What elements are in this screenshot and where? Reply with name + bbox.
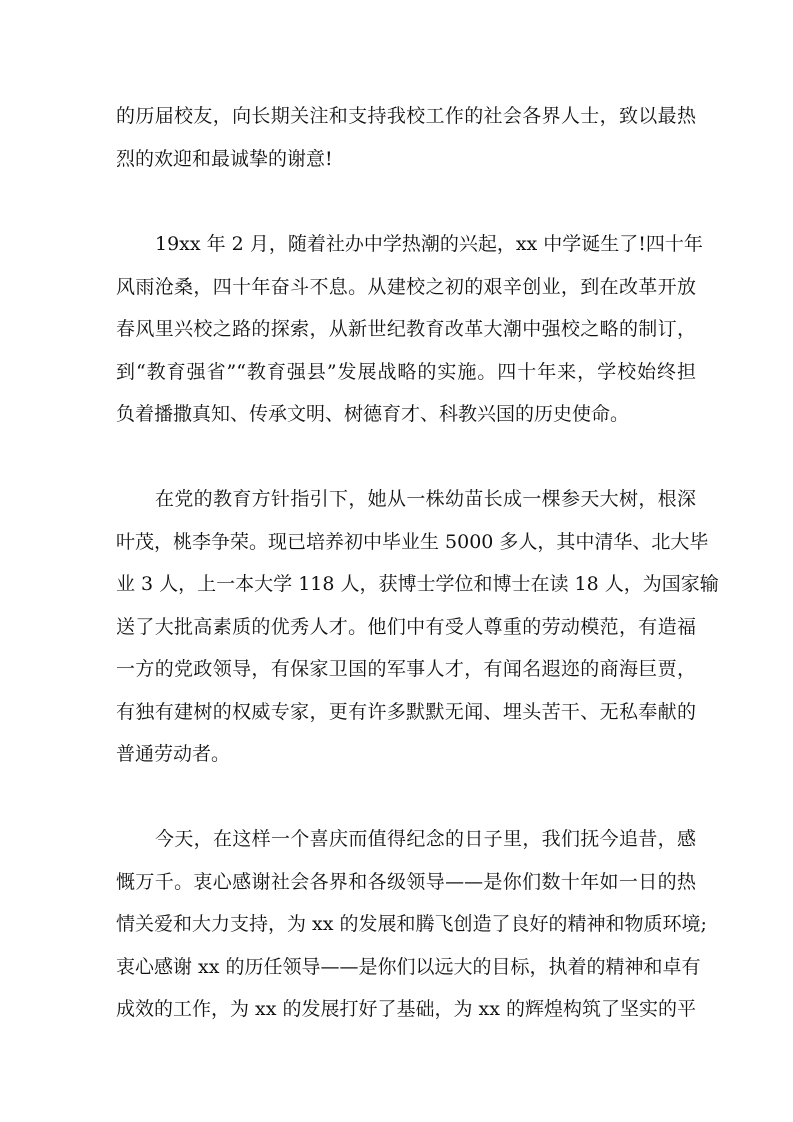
paragraph-4-line-3: 情关爱和大力支持，为 xx 的发展和腾飞创造了良好的精神和物质环境; [116, 913, 707, 935]
paragraph-4-line-2: 慨万千。衷心感谢社会各界和各级领导——是你们数十年如一日的热 [116, 871, 696, 893]
paragraph-2-line-2: 风雨沧桑，四十年奋斗不息。从建校之初的艰辛创业，到在改革开放 [116, 276, 696, 298]
paragraph-2-line-5: 负着播撒真知、传承文明、树德育才、科教兴国的历史使命。 [116, 403, 630, 425]
paragraph-2-line-3: 春风里兴校之路的探索，从新世纪教育改革大潮中强校之略的制订， [116, 318, 696, 340]
paragraph-3-line-3: 业 3 人，上一本大学 118 人，获博士学位和博士在读 18 人，为国家输 [116, 573, 719, 595]
paragraph-3-line-5: 一方的党政领导，有保家卫国的军事人才，有闻名遐迩的商海巨贾， [116, 658, 696, 680]
paragraph-4-line-1: 今天，在这样一个喜庆而值得纪念的日子里，我们抚今追昔，感 [155, 828, 696, 850]
paragraph-2-line-4: 到“教育强省”“教育强县”发展战略的实施。四十年来，学校始终担 [116, 361, 696, 383]
paragraph-3-line-1: 在党的教育方针指引下，她从一株幼苗长成一棵参天大树，根深 [155, 488, 696, 510]
paragraph-3-line-7: 普通劳动者。 [116, 743, 231, 765]
paragraph-2-line-1: 19xx 年 2 月，随着社办中学热潮的兴起，xx 中学诞生了!四十年 [155, 233, 703, 255]
paragraph-1-line-2: 烈的欢迎和最诚挚的谢意! [116, 148, 333, 170]
paragraph-4-line-5: 成效的工作，为 xx 的发展打好了基础，为 xx 的辉煌构筑了坚实的平 [116, 998, 697, 1020]
paragraph-1-line-1: 的历届校友，向长期关注和支持我校工作的社会各界人士，致以最热 [116, 105, 696, 127]
paragraph-4-line-4: 衷心感谢 xx 的历任领导——是你们以远大的目标，执着的精神和卓有 [116, 956, 701, 978]
paragraph-3-line-4: 送了大批高素质的优秀人才。他们中有受人尊重的劳动模范，有造福 [116, 616, 696, 638]
paragraph-3-line-2: 叶茂，桃李争荣。现已培养初中毕业生 5000 多人，其中清华、北大毕 [116, 531, 709, 553]
paragraph-3-line-6: 有独有建树的权威专家，更有许多默默无闻、埋头苦干、无私奉献的 [116, 701, 696, 723]
